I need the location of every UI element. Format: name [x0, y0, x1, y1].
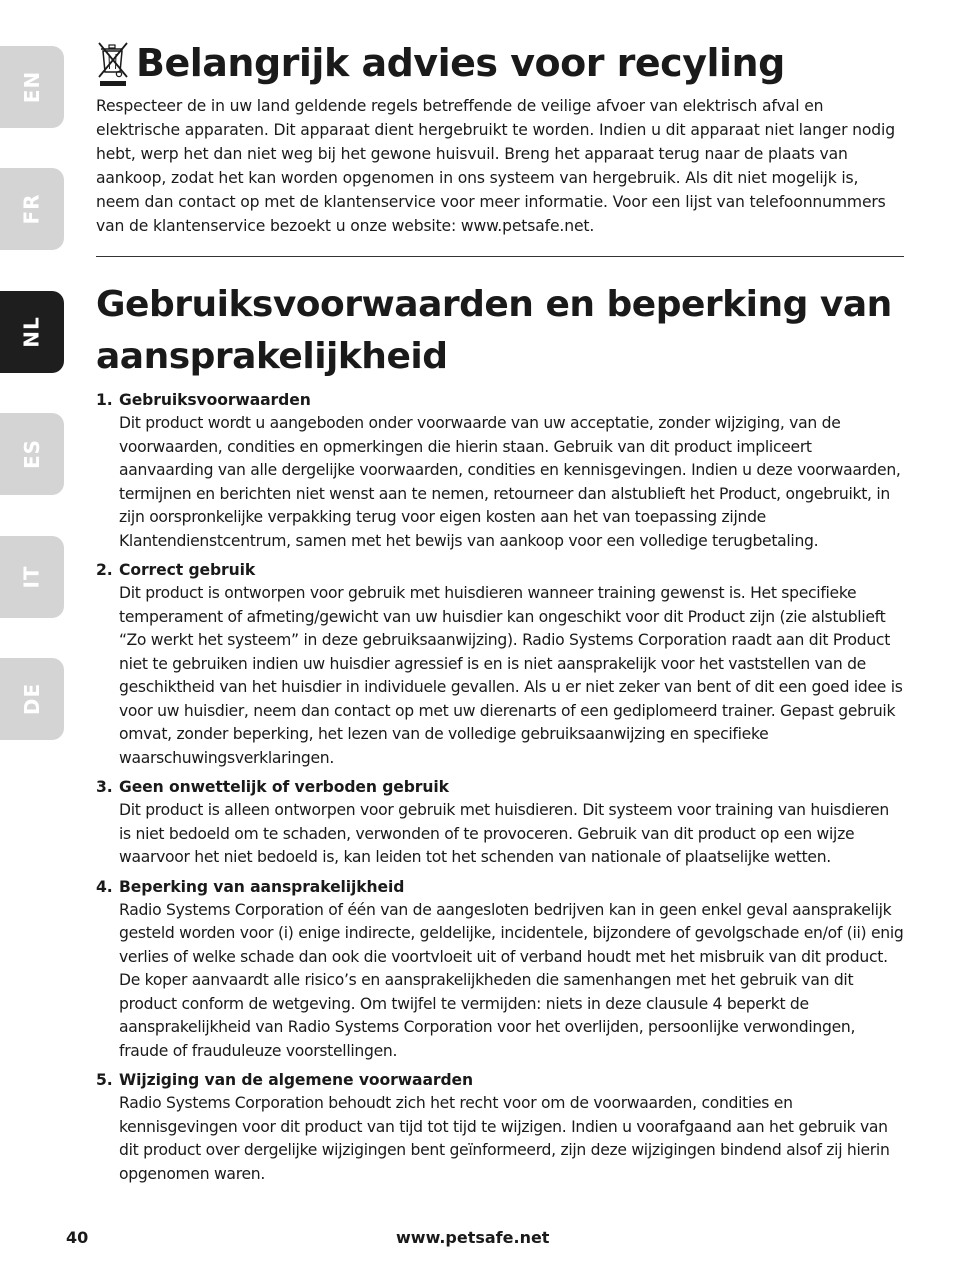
page-number: 40 [66, 1228, 89, 1247]
term-heading-text: Beperking van aansprakelijkheid [119, 877, 405, 896]
language-tab-label: EN [20, 70, 44, 104]
language-tabs [0, 0, 66, 760]
term-heading [96, 776, 904, 799]
language-tab-label: ES [19, 438, 44, 470]
footer-website-link[interactable]: www.petsafe.net [396, 1228, 550, 1247]
recycling-title: Belangrijk advies voor recyling [136, 41, 785, 85]
term-number: 4. [96, 877, 113, 896]
crossed-out-wheelie-bin-icon [96, 39, 130, 87]
terms-title: Gebruiksvoorwaarden en beperking van aansprakelijkheid [96, 284, 892, 377]
language-tab-fr[interactable] [0, 168, 64, 250]
term-number: 5. [96, 1071, 113, 1089]
term-heading [96, 876, 904, 899]
language-tab-label: IT [20, 565, 44, 589]
term-heading [96, 559, 904, 582]
page-content [96, 36, 904, 1192]
language-tab-nl[interactable] [0, 291, 64, 373]
term-heading-text: Gebruiksvoorwaarden [119, 391, 311, 409]
language-tab-de[interactable] [0, 658, 64, 740]
language-tab-label: FR [20, 193, 44, 225]
term-heading-text: Correct gebruik [119, 561, 256, 579]
term-heading-text: Geen onwettelijk of verboden gebruik [119, 778, 449, 796]
term-body: Dit product is ontworpen voor gebruik met huisdieren wanneer training gewenst is. Het specifieke temperament of afmeting/gewicht van uw huisdier kan ongeschikt voor dit Product zijn (zie alstublieft “Zo werkt het systeem” in deze gebruiksaanwijzing). Radio Systems Corporation raadt aan dit Product niet te gebruiken indien uw huisdier agressief is en is niet aansprakelijk voor het vaststellen van de geschiktheid van het huisdier in individuele gevallen. Als u er niet zeker van bent of dit een goed idee is voor uw huisdier, neem dan contact op met uw dierenarts of een gediplomeerd trainer. Gepast gebruik omvat, zonder beperking, het lezen van de volledige gebruiksaanwijzing en specifieke waarschuwingsverklaringen. [119, 584, 903, 767]
term-item [96, 1069, 904, 1186]
recycling-body: Respecteer de in uw land geldende regels betreffende de veilige afvoer van elektrisch afval en elektrische apparaten. Dit apparaat dient hergebruikt te worden. Indien u dit apparaat niet langer nodig hebt, werp het dan niet weg bij het gewone huisvuil. Breng het apparaat terug naar de plaats van aankoop, zodat het kan worden opgenomen in ons systeem van hergebruik. Als dit niet mogelijk is, neem dan contact op met de klantenservice voor meer informatie. Voor een lijst van telefoonnummers van de klantenservice bezoekt u onze website: www.petsafe.net. [96, 97, 895, 235]
language-tab-label: NL [19, 316, 44, 348]
language-tab-es[interactable] [0, 413, 64, 495]
term-item [96, 776, 904, 870]
term-item [96, 876, 904, 1064]
term-number: 2. [96, 561, 113, 579]
term-heading [96, 1069, 904, 1092]
term-number: 3. [96, 778, 113, 796]
terms-section [96, 279, 904, 1186]
term-number: 1. [96, 391, 113, 409]
page-footer [66, 1228, 904, 1254]
term-body: Dit product wordt u aangeboden onder voorwaarde van uw acceptatie, zonder wijziging, van de voorwaarden, condities en opmerkingen die hierin staan. Gebruik van dit product impliceert aanvaarding van alle dergelijke voorwaarden, condities en kennisgevingen. Indien u deze voorwaarden, termijnen en berichten niet wenst aan te nemen, retourneer dan alstublieft het Product, ongebruikt, in zijn oorspronkelijke verpakking terug voor eigen kosten aan het van toepassing zijnde Klantendienstcentrum, samen met het bewijs van aankoop voor een volledige terugbetaling. [119, 414, 901, 550]
terms-list [96, 389, 904, 1186]
term-body: Dit product is alleen ontworpen voor gebruik met huisdieren. Dit systeem voor training van huisdieren is niet bedoeld om te schaden, verwonden of te provoceren. Gebruik van dit product op een wijze waarvoor het niet bedoeld is, kan leiden tot het schenden van nationale of plaatselijke wetten. [119, 801, 889, 866]
section-divider [96, 256, 904, 257]
term-item [96, 559, 904, 770]
language-tab-label: DE [19, 682, 44, 716]
language-tab-en[interactable] [0, 46, 64, 128]
term-heading [96, 389, 904, 412]
recycling-section [96, 36, 904, 238]
term-body: Radio Systems Corporation behoudt zich het recht voor om de voorwaarden, condities en kennisgevingen voor dit product van tijd tot tijd te wijzigen. Indien u voorafgaand aan het gebruik van dit product over dergelijke wijzigingen bent geïnformeerd, zijn deze wijzigingen bindend alsof zij hierin opgenomen waren. [119, 1094, 890, 1183]
term-heading-text: Wijziging van de algemene voorwaarden [119, 1071, 473, 1089]
term-item [96, 389, 904, 553]
term-body: Radio Systems Corporation of één van de aangesloten bedrijven kan in geen enkel geval aansprakelijk gesteld worden voor (i) enige indirecte, geldelijke, incidentele, bijzondere of gevolgschade en/of (ii) enig verlies of welke schade dan ook die voortvloeit uit of verband houdt met het misbruik van dit product. De koper aanvaardt alle risico’s en aansprakelijkheden die samenhangen met het gebruik van dit product conform de wetgeving. Om twijfel te vermijden: niets in deze clausule 4 beperkt de aansprakelijkheid van Radio Systems Corporation voor het overlijden, persoonlijke verwondingen, fraude of frauduleuze voorstellingen. [119, 900, 904, 1060]
recycling-heading [96, 36, 904, 90]
language-tab-it[interactable] [0, 536, 64, 618]
